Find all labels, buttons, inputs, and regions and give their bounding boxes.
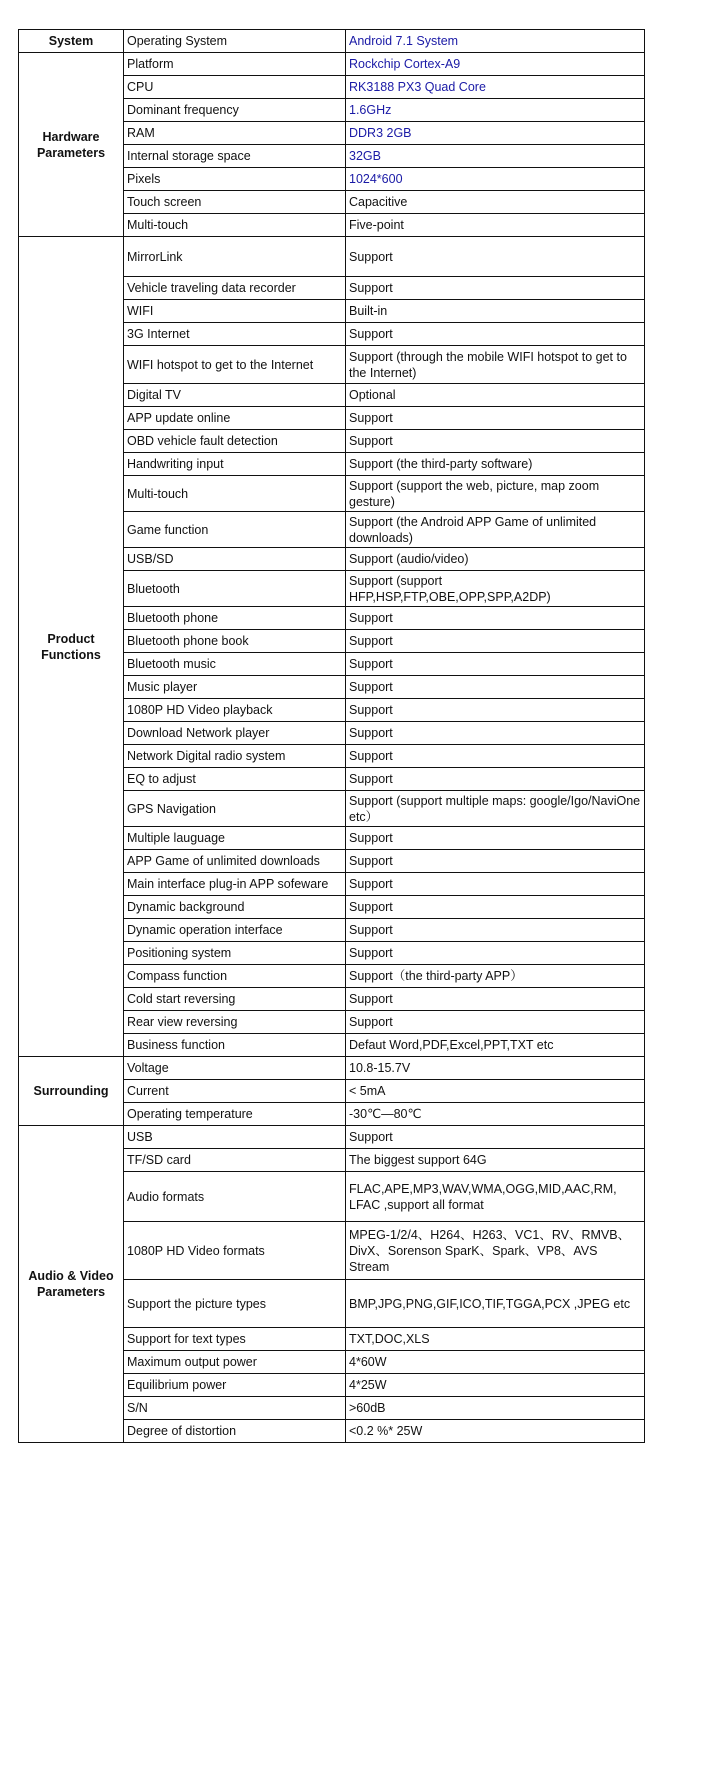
spec-value: Support [346, 873, 645, 896]
spec-label: Multi-touch [124, 214, 346, 237]
spec-value: 1024*600 [346, 168, 645, 191]
spec-label: USB/SD [124, 548, 346, 571]
spec-label: 1080P HD Video formats [124, 1222, 346, 1280]
spec-value: The biggest support 64G [346, 1149, 645, 1172]
spec-value: Support (support multiple maps: google/Igo/NaviOne etc） [346, 791, 645, 827]
spec-value: Support [346, 850, 645, 873]
spec-value: Support [346, 768, 645, 791]
spec-label: Support for text types [124, 1328, 346, 1351]
spec-label: WIFI [124, 300, 346, 323]
spec-label: Touch screen [124, 191, 346, 214]
spec-value: 4*60W [346, 1351, 645, 1374]
spec-value: Support [346, 323, 645, 346]
group-header: System [19, 30, 124, 53]
spec-value: Support (support the web, picture, map zoom gesture) [346, 476, 645, 512]
spec-label: Positioning system [124, 942, 346, 965]
spec-value: Support [346, 237, 645, 277]
spec-label: Bluetooth phone [124, 607, 346, 630]
spec-value: Support [346, 653, 645, 676]
spec-label: USB [124, 1126, 346, 1149]
spec-label: Platform [124, 53, 346, 76]
spec-value: -30℃—80℃ [346, 1103, 645, 1126]
spec-label: Maximum output power [124, 1351, 346, 1374]
spec-label: Bluetooth music [124, 653, 346, 676]
spec-label: 1080P HD Video playback [124, 699, 346, 722]
spec-label: APP update online [124, 407, 346, 430]
spec-label: Rear view reversing [124, 1011, 346, 1034]
spec-value: Defaut Word,PDF,Excel,PPT,TXT etc [346, 1034, 645, 1057]
spec-value: Android 7.1 System [346, 30, 645, 53]
spec-value: MPEG-1/2/4、H264、H263、VC1、RV、RMVB、DivX、Sorenson SparK、Spark、VP8、AVS Stream [346, 1222, 645, 1280]
spec-label: CPU [124, 76, 346, 99]
spec-label: TF/SD card [124, 1149, 346, 1172]
spec-label: Handwriting input [124, 453, 346, 476]
spec-value: Support [346, 722, 645, 745]
table-row [19, 237, 645, 277]
spec-value: Support [346, 827, 645, 850]
group-header: Surrounding [19, 1057, 124, 1126]
spec-label: Voltage [124, 1057, 346, 1080]
spec-label: EQ to adjust [124, 768, 346, 791]
spec-label: Pixels [124, 168, 346, 191]
spec-value: BMP,JPG,PNG,GIF,ICO,TIF,TGGA,PCX ,JPEG etc [346, 1280, 645, 1328]
spec-value: Rockchip Cortex-A9 [346, 53, 645, 76]
table-row [19, 1126, 645, 1149]
spec-value: Support [346, 896, 645, 919]
spec-value: Capacitive [346, 191, 645, 214]
spec-value: Optional [346, 384, 645, 407]
spec-label: RAM [124, 122, 346, 145]
spec-value: Support (through the mobile WIFI hotspot to get to the Internet) [346, 346, 645, 384]
spec-value: Support（the third-party APP） [346, 965, 645, 988]
spec-value: Support [346, 430, 645, 453]
group-header: Hardware Parameters [19, 53, 124, 237]
spec-value: < 5mA [346, 1080, 645, 1103]
spec-label: Cold start reversing [124, 988, 346, 1011]
spec-value: Support [346, 745, 645, 768]
spec-value: Support (the Android APP Game of unlimited downloads) [346, 512, 645, 548]
spec-value: Built-in [346, 300, 645, 323]
spec-label: OBD vehicle fault detection [124, 430, 346, 453]
spec-label: Main interface plug-in APP sofeware [124, 873, 346, 896]
spec-label: Operating System [124, 30, 346, 53]
spec-label: Compass function [124, 965, 346, 988]
spec-label: Download Network player [124, 722, 346, 745]
spec-label: Audio formats [124, 1172, 346, 1222]
spec-label: S/N [124, 1397, 346, 1420]
spec-label: APP Game of unlimited downloads [124, 850, 346, 873]
spec-value: 4*25W [346, 1374, 645, 1397]
spec-label: Current [124, 1080, 346, 1103]
spec-label: Bluetooth phone book [124, 630, 346, 653]
spec-value: Support (support HFP,HSP,FTP,OBE,OPP,SPP,A2DP) [346, 571, 645, 607]
spec-label: Dynamic background [124, 896, 346, 919]
spec-label: MirrorLink [124, 237, 346, 277]
spec-value: Support [346, 699, 645, 722]
group-header: Product Functions [19, 237, 124, 1057]
spec-value: Support [346, 1011, 645, 1034]
spec-label: Bluetooth [124, 571, 346, 607]
spec-value: TXT,DOC,XLS [346, 1328, 645, 1351]
spec-value: Support [346, 1126, 645, 1149]
spec-label: Operating temperature [124, 1103, 346, 1126]
spec-value: 10.8-15.7V [346, 1057, 645, 1080]
spec-value: Five-point [346, 214, 645, 237]
spec-value: Support (audio/video) [346, 548, 645, 571]
spec-label: Degree of distortion [124, 1420, 346, 1443]
spec-label: Internal storage space [124, 145, 346, 168]
spec-value: >60dB [346, 1397, 645, 1420]
spec-label: Vehicle traveling data recorder [124, 277, 346, 300]
spec-value: 1.6GHz [346, 99, 645, 122]
spec-value: Support [346, 607, 645, 630]
spec-label: Game function [124, 512, 346, 548]
spec-label: Dominant frequency [124, 99, 346, 122]
table-row [19, 30, 645, 53]
spec-value: Support [346, 277, 645, 300]
spec-label: WIFI hotspot to get to the Internet [124, 346, 346, 384]
spec-value: <0.2 %* 25W [346, 1420, 645, 1443]
spec-value: RK3188 PX3 Quad Core [346, 76, 645, 99]
spec-table-body [19, 30, 645, 1443]
spec-value: Support [346, 919, 645, 942]
spec-label: Support the picture types [124, 1280, 346, 1328]
spec-label: Digital TV [124, 384, 346, 407]
spec-label: Network Digital radio system [124, 745, 346, 768]
spec-value: 32GB [346, 145, 645, 168]
spec-label: Equilibrium power [124, 1374, 346, 1397]
table-row [19, 1057, 645, 1080]
spec-label: Multiple lauguage [124, 827, 346, 850]
spec-label: Multi-touch [124, 476, 346, 512]
spec-value: DDR3 2GB [346, 122, 645, 145]
spec-value: FLAC,APE,MP3,WAV,WMA,OGG,MID,AAC,RM, LFAC ,support all format [346, 1172, 645, 1222]
spec-table [18, 29, 645, 1443]
table-row [19, 53, 645, 76]
spec-label: GPS Navigation [124, 791, 346, 827]
spec-value: Support [346, 942, 645, 965]
spec-label: Dynamic operation interface [124, 919, 346, 942]
spec-value: Support (the third-party software) [346, 453, 645, 476]
spec-label: Business function [124, 1034, 346, 1057]
spec-value: Support [346, 676, 645, 699]
spec-label: 3G Internet [124, 323, 346, 346]
spec-value: Support [346, 988, 645, 1011]
spec-value: Support [346, 630, 645, 653]
group-header: Audio & Video Parameters [19, 1126, 124, 1443]
spec-value: Support [346, 407, 645, 430]
spec-label: Music player [124, 676, 346, 699]
